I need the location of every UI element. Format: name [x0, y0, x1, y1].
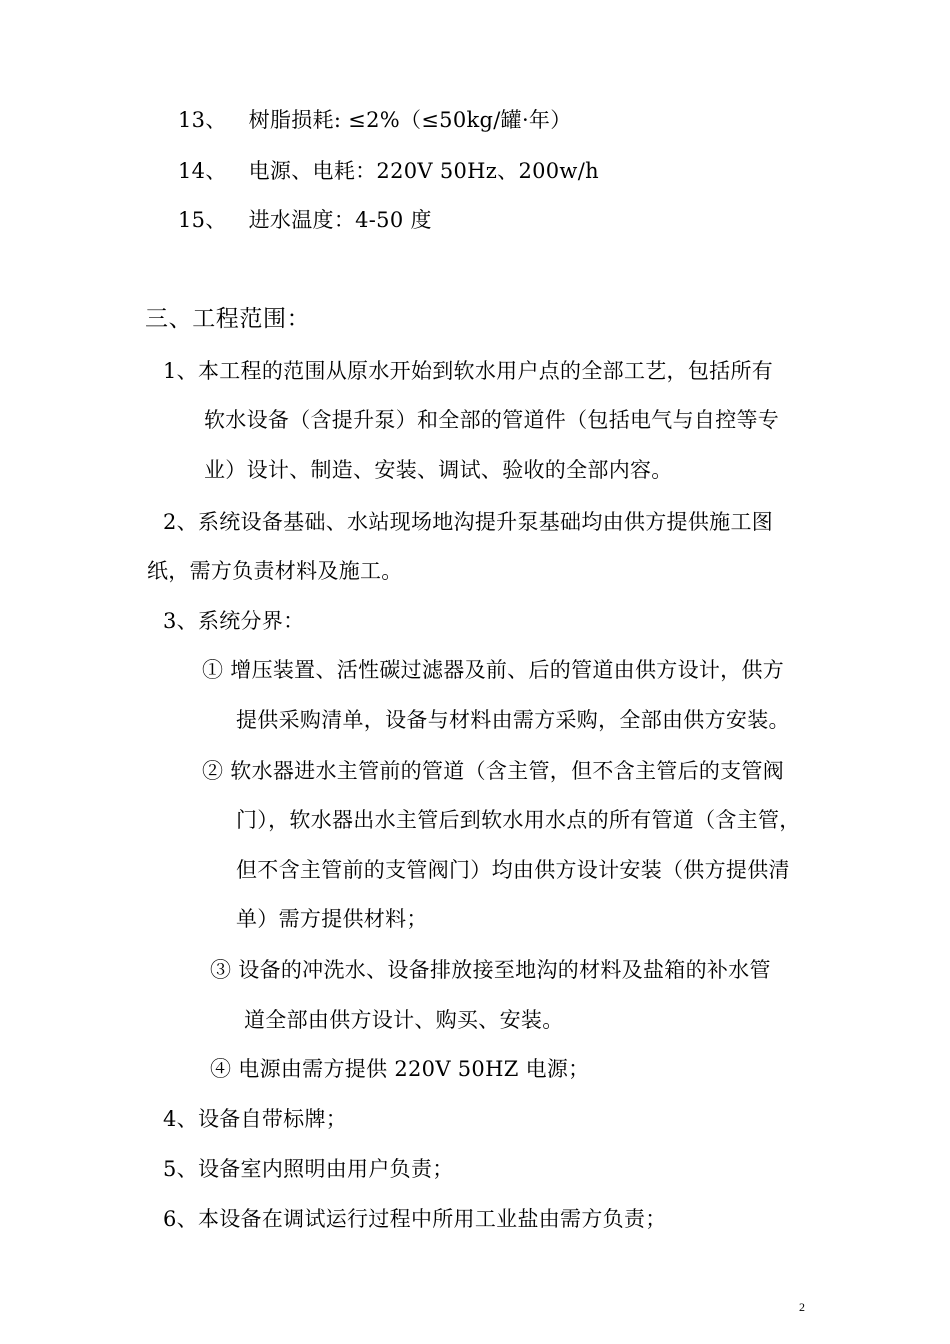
scope-item-2-line-1: 2、系统设备基础、水站现场地沟提升泵基础均由供方提供施工图: [163, 510, 774, 534]
spec-item-number: 15、: [178, 208, 227, 232]
spec-item-text: 电源、电耗：220V 50Hz、200w/h: [248, 159, 599, 183]
spec-item-number: 14、: [178, 159, 227, 183]
spec-item-number: 13、: [178, 108, 227, 132]
page-number: 2: [799, 1300, 805, 1314]
scope-item-5: 5、设备室内照明由用户负责；: [163, 1157, 454, 1181]
boundary-2-line-3: 但不含主管前的支管阀门）均由供方设计安装（供方提供清: [236, 858, 790, 882]
scope-item-1-line-1: 1、本工程的范围从原水开始到软水用户点的全部工艺，包括所有: [163, 359, 774, 383]
boundary-3-line-2: 道全部由供方设计、购买、安装。: [244, 1008, 564, 1032]
boundary-2-line-4: 单）需方提供材料；: [236, 907, 428, 931]
boundary-2-line-2: 门），软水器出水主管后到软水用水点的所有管道（含主管，: [236, 808, 801, 832]
boundary-4-line-1: ④ 电源由需方提供 220V 50HZ 电源；: [210, 1057, 590, 1081]
scope-item-3-title: 3、系统分界：: [163, 609, 305, 633]
scope-item-6: 6、本设备在调试运行过程中所用工业盐由需方负责；: [163, 1207, 667, 1231]
spec-item-text: 树脂损耗: ≤2%（≤50kg/罐·年）: [248, 108, 572, 132]
spec-item-13: [178, 106, 572, 134]
spec-item-14: [178, 157, 599, 185]
section-heading: 三、工程范围：: [145, 306, 311, 332]
scope-item-2-line-2: 纸，需方负责材料及施工。: [147, 559, 403, 583]
boundary-2-line-1: ② 软水器进水主管前的管道（含主管，但不含主管后的支管阀: [202, 759, 785, 783]
spec-item-15: [178, 206, 432, 234]
scope-item-1-line-2: 软水设备（含提升泵）和全部的管道件（包括电气与自控等专: [204, 408, 780, 432]
spec-item-text: 进水温度：4-50 度: [248, 208, 432, 232]
boundary-1-line-1: ① 增压装置、活性碳过滤器及前、后的管道由供方设计，供方: [202, 658, 785, 682]
boundary-1-line-2: 提供采购清单，设备与材料由需方采购，全部由供方安装。: [236, 708, 790, 732]
scope-item-4: 4、设备自带标牌；: [163, 1107, 348, 1131]
scope-item-1-line-3: 业）设计、制造、安装、调试、验收的全部内容。: [204, 458, 673, 482]
boundary-3-line-1: ③ 设备的冲洗水、设备排放接至地沟的材料及盐箱的补水管: [210, 958, 771, 982]
